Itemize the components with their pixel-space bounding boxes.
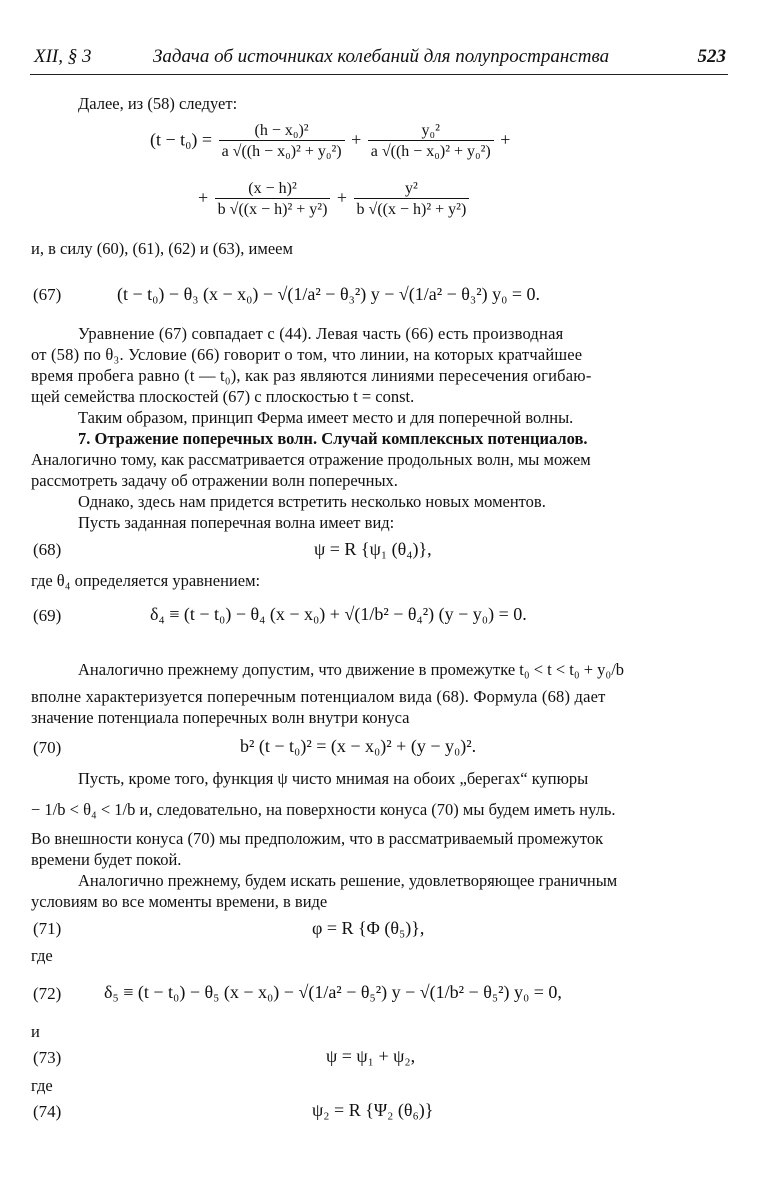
header-rule bbox=[30, 74, 728, 75]
eq58a-den-1: a √((h − x₀)² + y₀²) bbox=[219, 140, 345, 161]
paragraph-67-line3: время пробега равно (t — t₀), как раз являются линиями пересечения огибаю- bbox=[31, 366, 592, 385]
equation-number-68: (68) bbox=[33, 540, 62, 559]
equation-number-67: (67) bbox=[33, 285, 62, 304]
paragraph-67-line2: от (58) по θ₃. Условие (66) говорит о том, что линии, на которых кратчайшее bbox=[31, 345, 583, 364]
page-number: 523 bbox=[697, 46, 726, 67]
paragraph-67-line1: Уравнение (67) совпадает с (44). Левая часть (66) есть производная bbox=[78, 324, 564, 343]
paragraph-fermat: Таким образом, принцип Ферма имеет место и для поперечной волны. bbox=[78, 408, 574, 427]
eq58b-num-1: (x − h)² bbox=[248, 180, 297, 197]
paragraph-psi-line1: Пусть, кроме того, функция ψ чисто мнимая на обоих „берегах“ купюры bbox=[78, 769, 589, 788]
eq58a-lhs: (t − t₀) = bbox=[150, 129, 213, 150]
equation-73: ψ = ψ₁ + ψ₂, bbox=[326, 1046, 416, 1066]
eq58a-num-1: (h − x₀)² bbox=[254, 122, 309, 139]
paragraph-solution-line2: условиям во все моменты времени, в виде bbox=[31, 892, 328, 911]
paragraph-section7-line3: рассмотреть задачу об отражении волн поперечных. bbox=[31, 471, 398, 490]
paragraph-section7-line2: Аналогично тому, как рассматривается отражение продольных волн, мы можем bbox=[31, 450, 591, 469]
running-header bbox=[30, 44, 730, 74]
section-label: XII, § 3 bbox=[34, 46, 92, 67]
eq58a-fraction-1 bbox=[219, 122, 345, 161]
equation-number-69: (69) bbox=[33, 606, 62, 625]
paragraph-similarly-line1: Аналогично прежнему допустим, что движение в промежутке t₀ < t < t₀ + y₀/b bbox=[78, 660, 625, 679]
paragraph-similarly-line2: вполне характеризуется поперечным потенциалом вида (68). Формула (68) дает bbox=[31, 687, 606, 706]
equation-number-71: (71) bbox=[33, 919, 62, 938]
equation-71: φ = R {Φ (θ₅)}, bbox=[312, 918, 425, 938]
eq58b-fraction-2 bbox=[354, 180, 470, 219]
eq58b-fraction-1 bbox=[215, 180, 331, 219]
equation-74: ψ₂ = R {Ψ₂ (θ₆)} bbox=[312, 1100, 434, 1120]
eq58b-den-2: b √((x − h)² + y²) bbox=[354, 198, 470, 219]
paragraph-psi-line2: − 1/b < θ₄ < 1/b и, следовательно, на поверхности конуса (70) мы будем иметь нуль. bbox=[31, 800, 616, 819]
eq58b-num-2: y² bbox=[405, 180, 418, 197]
equation-58-line2: + $\frac{\text{(x − h)²}}{\text{b √((x − h)² + y²)}}$ + $\frac{\text{y²}}{\text{b √((x − h)² + y²)}}$ bbox=[198, 180, 471, 219]
eq58b-den-1: b √((x − h)² + y²) bbox=[215, 198, 331, 219]
section-7-heading: 7. Отражение поперечных волн. Случай комплексных потенциалов. bbox=[78, 429, 588, 448]
equation-number-73: (73) bbox=[33, 1048, 62, 1067]
equation-70: b² (t − t₀)² = (x − x₀)² + (y − y₀)². bbox=[240, 736, 477, 756]
paragraph-in-view-of: и, в силу (60), (61), (62) и (63), имеем bbox=[31, 239, 293, 258]
eq58a-num-2: y₀² bbox=[421, 122, 440, 139]
paragraph-solution-line1: Аналогично прежнему, будем искать решение, удовлетворяющее граничным bbox=[78, 871, 618, 890]
equation-number-72: (72) bbox=[33, 984, 62, 1003]
paragraph-psi-line3: Во внешности конуса (70) мы предположим, что в рассматриваемый промежуток bbox=[31, 829, 604, 848]
paragraph-psi-line4: времени будет покой. bbox=[31, 850, 182, 869]
equation-58-line1: (t − t₀) = $\frac{\text{(h − x₀)²}}{\text{a √((h − x₀)² + y₀²)}}$ + $\frac{\text{y₀²}}{\text{a √((h − x₀)² + y₀²)}}$ + bbox=[150, 122, 511, 160]
equation-number-70: (70) bbox=[33, 738, 62, 757]
eq58a-den-2: a √((h − x₀)² + y₀²) bbox=[368, 140, 494, 161]
paragraph-intro: Далее, из (58) следует: bbox=[78, 94, 238, 113]
running-title: Задача об источниках колебаний для полупространства bbox=[153, 46, 610, 67]
eq58a-fraction-2 bbox=[368, 122, 494, 161]
label-where-1: где bbox=[31, 946, 53, 965]
label-and: и bbox=[31, 1022, 40, 1041]
paragraph-67-line4: щей семейства плоскостей (67) с плоскостью t = const. bbox=[31, 387, 415, 406]
paragraph-theta4: где θ₄ определяется уравнением: bbox=[31, 571, 261, 590]
equation-68: ψ = R {ψ₁ (θ₄)}, bbox=[314, 539, 432, 559]
paragraph-similarly-line3: значение потенциала поперечных волн внутри конуса bbox=[31, 708, 410, 727]
equation-72: δ₅ ≡ (t − t₀) − θ₅ (x − x₀) − √(1/a² − θ₅²) y − √(1/b² − θ₅²) y₀ = 0, bbox=[104, 982, 562, 1002]
equation-69: δ₄ ≡ (t − t₀) − θ₄ (x − x₀) + √(1/b² − θ₄²) (y − y₀) = 0. bbox=[150, 604, 527, 624]
equation-number-74: (74) bbox=[33, 1102, 62, 1121]
label-where-2: где bbox=[31, 1076, 53, 1095]
equation-67: (t − t₀) − θ₃ (x − x₀) − √(1/a² − θ₃²) y − √(1/a² − θ₃²) y₀ = 0. bbox=[117, 284, 541, 304]
paragraph-given-wave: Пусть заданная поперечная волна имеет вид: bbox=[78, 513, 395, 532]
paragraph-new-moments: Однако, здесь нам придется встретить несколько новых моментов. bbox=[78, 492, 546, 511]
